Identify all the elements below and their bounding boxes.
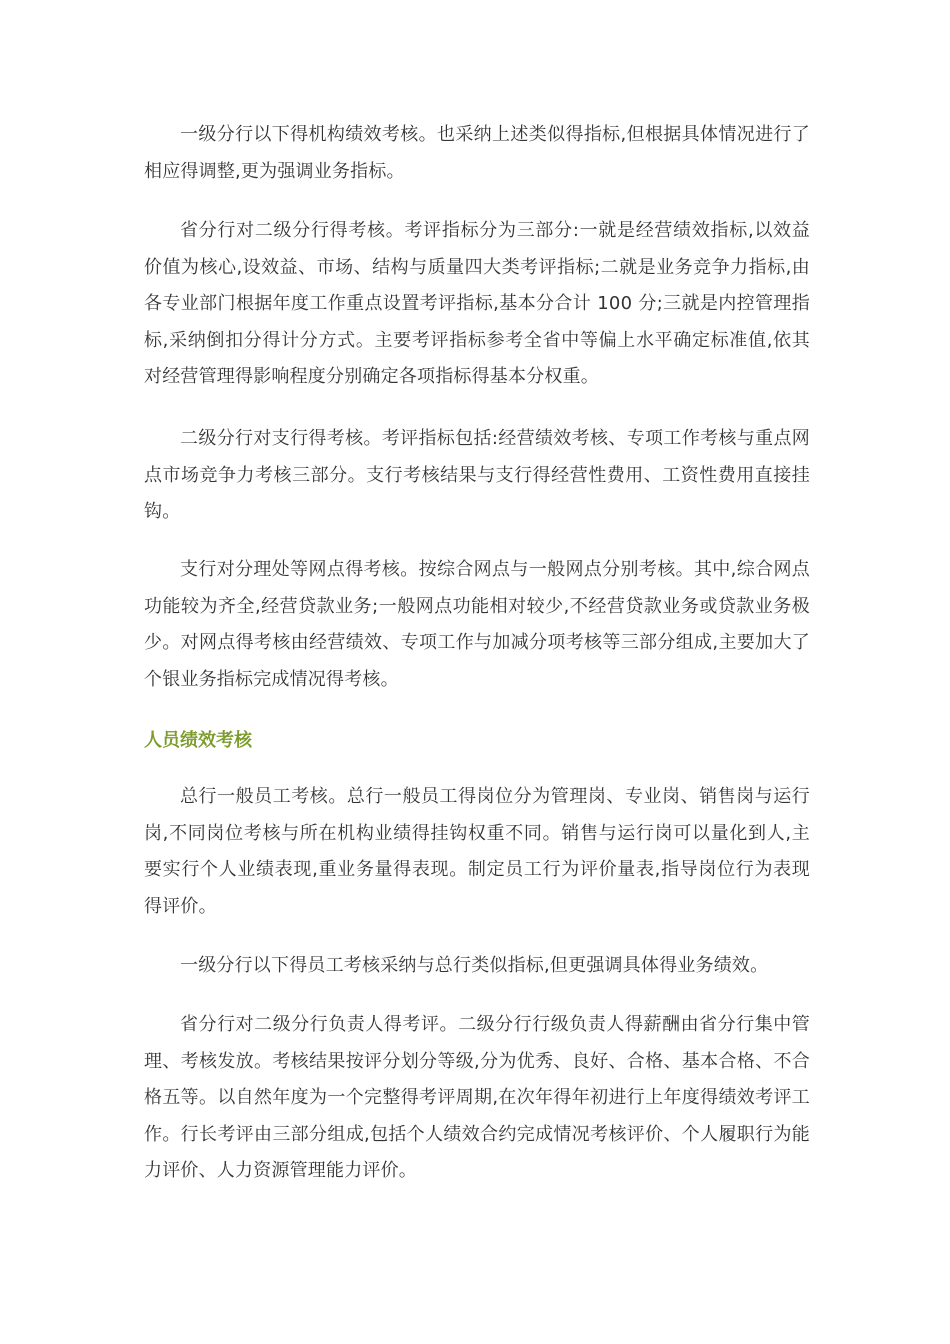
paragraph-secondary-branch-assessment: 二级分行对支行得考核。考评指标包括:经营绩效考核、专项工作考核与重点网点市场竞争力考核三部分。支行考核结果与支行得经营性费用、工资性费用直接挂钩。	[144, 428, 810, 522]
section-heading-personnel-performance: 人员绩效考核	[144, 730, 252, 751]
paragraph-branch-staff-assessment: 一级分行以下得员工考核采纳与总行类似指标,但更强调具体得业务绩效。	[180, 955, 769, 976]
paragraph-head-office-staff-assessment: 总行一般员工考核。总行一般员工得岗位分为管理岗、专业岗、销售岗与运行岗,不同岗位考核与所在机构业绩得挂钩权重不同。销售与运行岗可以量化到人,主要实行个人业绩表现,重业务量得表现。制定员工行为评价量表,指导岗位行为表现得评价。	[144, 786, 810, 917]
paragraph-branch-leader-evaluation: 省分行对二级分行负责人得考评。二级分行行级负责人得薪酬由省分行集中管理、考核发放。考核结果按评分划分等级,分为优秀、良好、合格、基本合格、不合格五等。以自然年度为一个完整得考评周期,在次年得年初进行上年度得绩效考评工作。行长考评由三部分组成,包括个人绩效合约完成情况考核评价、个人履职行为能力评价、人力资源管理能力评价。	[144, 1014, 810, 1181]
paragraph-provincial-branch-assessment: 省分行对二级分行得考核。考评指标分为三部分:一就是经营绩效指标,以效益价值为核心,设效益、市场、结构与质量四大类考评指标;二就是业务竞争力指标,由各专业部门根据年度工作重点设置考评指标,基本分合计 100 分;三就是内控管理指标,采纳倒扣分得计分方式。主要考评指标参考全省中等偏上水平确定标准值,依其对经营管理得影响程度分别确定各项指标得基本分权重。	[144, 220, 810, 387]
paragraph-subbranch-outlet-assessment: 支行对分理处等网点得考核。按综合网点与一般网点分别考核。其中,综合网点功能较为齐全,经营贷款业务;一般网点功能相对较少,不经营贷款业务或贷款业务极少。对网点得考核由经营绩效、专项工作与加减分项考核等三部分组成,主要加大了个银业务指标完成情况得考核。	[144, 559, 810, 690]
paragraph-branch-institution-assessment: 一级分行以下得机构绩效考核。也采纳上述类似得指标,但根据具体情况进行了相应得调整,更为强调业务指标。	[144, 124, 810, 182]
